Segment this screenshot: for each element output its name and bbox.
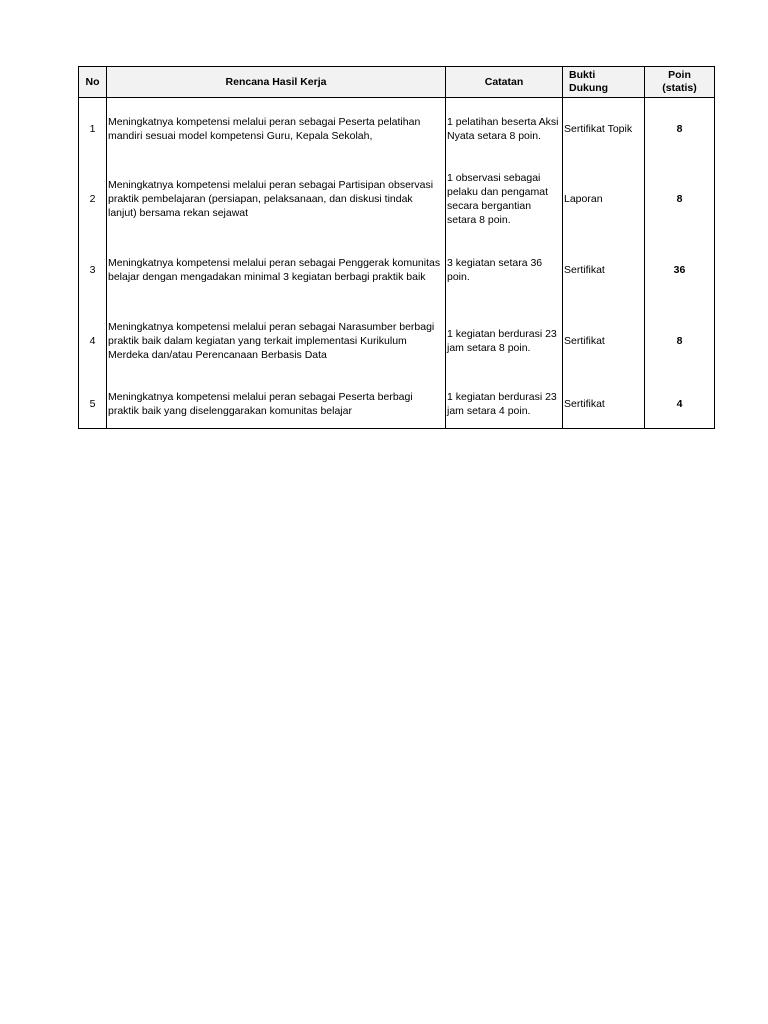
header-no: No [79,67,107,98]
header-poin-line2: (statis) [662,82,697,94]
cell-catatan: 1 observasi sebagai pelaku dan pengamat secara bergantian setara 8 poin. [446,160,563,238]
table-row [79,160,715,238]
cell-bukti: Sertifikat Topik [563,98,645,161]
cell-catatan: 1 pelatihan beserta Aksi Nyata setara 8 poin. [446,98,563,161]
cell-rencana: Meningkatnya kompetensi melalui peran sebagai Peserta pelatihan mandiri sesuai model kompetensi Guru, Kepala Sekolah, [107,98,446,161]
table-row [79,380,715,429]
cell-bukti: Sertifikat [563,302,645,380]
cell-poin: 8 [645,302,715,380]
cell-rencana: Meningkatnya kompetensi melalui peran sebagai Partisipan observasi praktik pembelajaran (persiapan, pelaksanaan, dan diskusi tindak lanjut) bersama rekan sejawat [107,160,446,238]
cell-poin: 8 [645,160,715,238]
table-row [79,302,715,380]
cell-no: 3 [79,238,107,302]
cell-poin: 4 [645,380,715,429]
cell-bukti: Laporan [563,160,645,238]
cell-rencana: Meningkatnya kompetensi melalui peran sebagai Penggerak komunitas belajar dengan mengadakan minimal 3 kegiatan berbagi praktik baik [107,238,446,302]
header-bukti-line2: Dukung [569,82,609,94]
cell-catatan: 1 kegiatan berdurasi 23 jam setara 4 poin. [446,380,563,429]
table-row [79,98,715,161]
cell-poin: 8 [645,98,715,161]
cell-rencana: Meningkatnya kompetensi melalui peran sebagai Narasumber berbagi praktik baik dalam kegiatan yang terkait implementasi Kurikulum Merdeka dan/atau Perencanaan Berbasis Data [107,302,446,380]
header-rencana-hasil-kerja: Rencana Hasil Kerja [107,67,446,98]
cell-rencana: Meningkatnya kompetensi melalui peran sebagai Peserta berbagi praktik baik yang diselenggarakan komunitas belajar [107,380,446,429]
cell-no: 5 [79,380,107,429]
cell-bukti: Sertifikat [563,380,645,429]
header-bukti-dukung [563,67,645,98]
header-bukti-line1: Bukti [569,69,596,81]
table-header-row [79,67,715,98]
cell-no: 4 [79,302,107,380]
cell-catatan: 1 kegiatan berdurasi 23 jam setara 8 poin. [446,302,563,380]
cell-poin: 36 [645,238,715,302]
rencana-hasil-kerja-table [78,66,715,429]
table-row [79,238,715,302]
cell-no: 1 [79,98,107,161]
header-poin [645,67,715,98]
header-poin-line1: Poin [668,69,691,81]
header-catatan: Catatan [446,67,563,98]
cell-no: 2 [79,160,107,238]
cell-catatan: 3 kegiatan setara 36 poin. [446,238,563,302]
cell-bukti: Sertifikat [563,238,645,302]
